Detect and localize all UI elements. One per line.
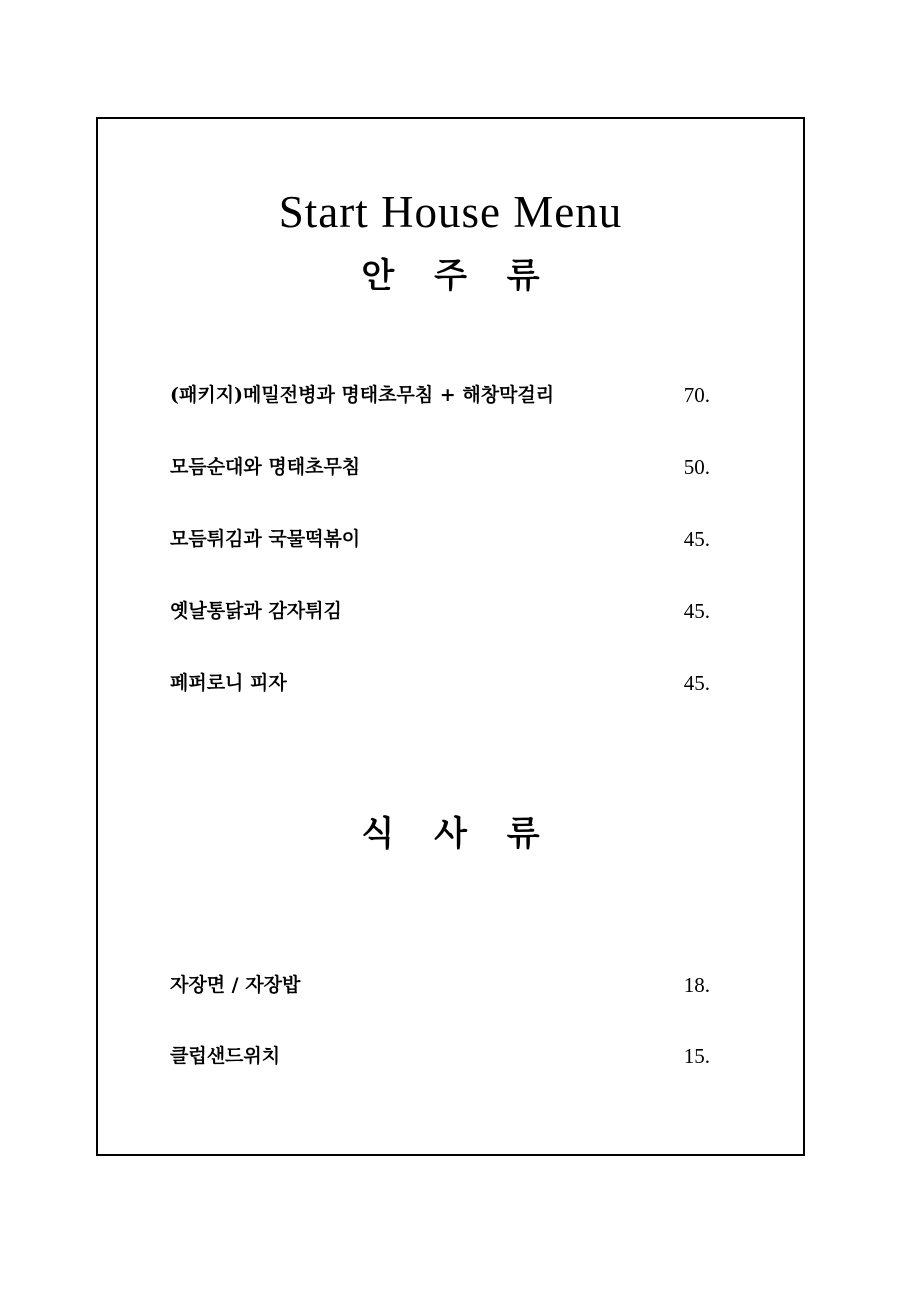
menu-item (170, 381, 710, 409)
menu-item-name: 자장면 / 자장밥 (170, 974, 301, 996)
menu-item-price: 18. (683, 973, 710, 997)
menu-item-price: 50. (683, 455, 710, 479)
menu-item-name: 페퍼로니 피자 (170, 672, 287, 694)
menu-item (170, 453, 710, 481)
menu-title: Start House Menu (278, 187, 623, 237)
menu-item-name: 모듬튀김과 국물떡볶이 (170, 528, 361, 550)
menu-item-name: 모듬순대와 명태초무침 (170, 456, 361, 478)
menu-item (170, 1042, 710, 1070)
menu-item (170, 525, 710, 553)
menu-item-name: (패키지)메밀전병과 명태초무침 + 해창막걸리 (170, 384, 555, 406)
menu-item (170, 597, 710, 625)
menu-item-price: 45. (683, 671, 710, 695)
menu-item-price: 15. (683, 1044, 710, 1068)
menu-item-name: 클럽샌드위치 (170, 1045, 281, 1067)
section-heading-appetizers: 안 주 류 (361, 256, 554, 296)
menu-item-name: 옛날통닭과 감자튀김 (170, 600, 342, 622)
menu-item-price: 70. (683, 383, 710, 407)
menu-frame (96, 117, 805, 1156)
menu-item-price: 45. (683, 599, 710, 623)
menu-item-price: 45. (683, 527, 710, 551)
section-heading-meals: 식 사 류 (361, 814, 554, 854)
menu-item (170, 669, 710, 697)
menu-item (170, 971, 710, 999)
